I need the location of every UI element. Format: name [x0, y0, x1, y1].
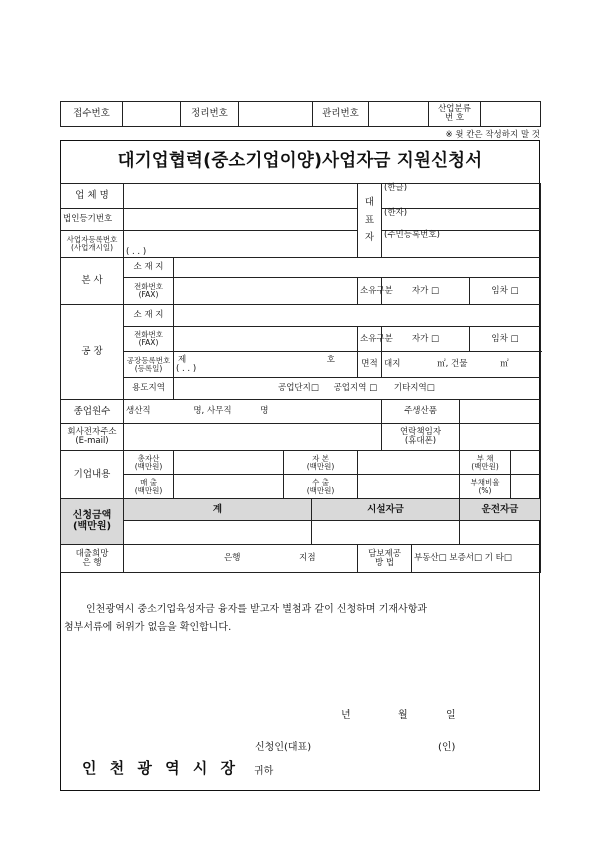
- liabilities-label: [460, 451, 511, 475]
- other-checkbox[interactable]: 기 타□: [484, 553, 512, 564]
- liabilities-line2: (백만원): [471, 461, 499, 471]
- collateral-options[interactable]: [412, 545, 541, 573]
- manage-no-label: 관리번호: [313, 102, 369, 127]
- factory-land-unit: ㎡, 건물: [437, 359, 468, 370]
- head-office-phone-label: [124, 278, 174, 305]
- guarantee-checkbox[interactable]: 보증서□: [449, 553, 483, 564]
- export-line2: (백만원): [306, 485, 335, 495]
- factory-land-label: 대지: [384, 359, 401, 370]
- request-amount-line2: (백만원): [72, 520, 112, 532]
- applicant-label: 신청인(대표): [255, 742, 312, 753]
- total-assets-label: [124, 451, 174, 475]
- debt-ratio-line2: (%): [478, 485, 492, 495]
- collateral-line1: 담보제공: [368, 548, 401, 559]
- main-product-label: 주생산품: [382, 400, 460, 424]
- factory-zone-label: 용도지역: [124, 378, 174, 400]
- employees-production: 생산직: [126, 406, 151, 417]
- arrange-no-label: 정리번호: [181, 102, 239, 127]
- total-assets-field[interactable]: [174, 451, 284, 475]
- industry-class-label: [429, 102, 481, 127]
- sales-line1: 매 출: [140, 477, 157, 487]
- receipt-table: [60, 101, 541, 127]
- date-day: 일: [446, 710, 456, 721]
- bank-field[interactable]: [124, 545, 358, 573]
- liabilities-line1: 부 채: [476, 453, 494, 463]
- head-office-ownership-label: 소유구분: [358, 278, 382, 305]
- top-note: ※ 윗 칸은 작성하지 말 것: [445, 130, 540, 140]
- rep-korean-name[interactable]: (한글): [382, 184, 541, 209]
- rep-char-3: 자: [364, 232, 375, 244]
- statement-line-2: 첨부서류에 허위가 없음을 확인합니다.: [64, 622, 232, 633]
- request-amount-label: [61, 499, 124, 545]
- request-facility-header: 시설자금: [312, 499, 460, 521]
- industry-class-line1: 산업분류: [438, 104, 471, 115]
- total-assets-line2: (백만원): [134, 461, 163, 471]
- employees-field[interactable]: [124, 400, 382, 424]
- head-office-label: 본 사: [61, 258, 124, 305]
- collateral-line2: 방 법: [374, 557, 395, 568]
- biz-content-label: 기업내용: [61, 451, 124, 499]
- email-label: [61, 424, 124, 451]
- export-label: [284, 475, 358, 499]
- real-estate-checkbox[interactable]: 부동산□: [414, 553, 447, 564]
- main-product-field[interactable]: [460, 400, 541, 424]
- request-facility-field[interactable]: [312, 521, 460, 545]
- head-office-fax-line2: (FAX): [138, 290, 159, 299]
- email-field[interactable]: [124, 424, 382, 451]
- receipt-no-value[interactable]: [123, 102, 181, 127]
- factory-reg-line1: 공장등록번호: [126, 355, 171, 365]
- employees-label: 종업원수: [61, 400, 124, 424]
- main-form-table: [60, 183, 541, 573]
- addressee: 인 천 광 역 시 장: [82, 759, 240, 777]
- request-total-field[interactable]: [124, 521, 312, 545]
- rep-id-number[interactable]: (주민등록번호): [382, 231, 541, 258]
- factory-area-field[interactable]: [382, 352, 541, 378]
- date-month: 월: [398, 710, 408, 721]
- rep-hanja-name[interactable]: (한자): [382, 209, 541, 231]
- company-name-label: 업 체 명: [61, 184, 124, 209]
- collateral-label: [358, 545, 412, 573]
- employees-office: 명, 사무직: [193, 406, 232, 417]
- export-field[interactable]: [358, 475, 460, 499]
- bank-label-line2: 은 행: [82, 557, 102, 568]
- email-label-line1: 회사전자주소: [67, 427, 117, 438]
- sales-line2: (백만원): [134, 485, 163, 495]
- factory-address-field[interactable]: [174, 305, 541, 327]
- factory-reg-suffix: 호: [326, 354, 335, 365]
- biz-reg-label-line1: 사업자등록번호: [66, 235, 118, 245]
- email-label-line2: (E-mail): [75, 436, 109, 446]
- industry-class-line2: 번 호: [444, 113, 465, 123]
- factory-reg-field[interactable]: [174, 352, 358, 378]
- head-office-phone-line1: 전화번호: [134, 282, 163, 292]
- company-name-field[interactable]: [124, 184, 358, 209]
- debt-ratio-field[interactable]: [511, 475, 541, 499]
- head-office-own-checkbox[interactable]: 자가 □: [382, 278, 470, 305]
- factory-fax-line2: (FAX): [138, 338, 159, 347]
- contact-label-line2: (휴대폰): [404, 436, 437, 446]
- bank-label-line1: 대출희망: [75, 548, 109, 559]
- capital-line2: (백만원): [306, 461, 335, 471]
- factory-phone-line1: 전화번호: [134, 330, 163, 340]
- head-office-rent-checkbox[interactable]: 임차 □: [470, 278, 541, 305]
- request-total-header: 계: [124, 499, 312, 521]
- request-operating-field[interactable]: [460, 521, 541, 545]
- factory-reg-line2: (등록일): [134, 363, 163, 373]
- manage-no-value[interactable]: [369, 102, 429, 127]
- industry-class-value[interactable]: [481, 102, 541, 127]
- form-title: 대기업협력(중소기업이양)사업자금 지원신청서: [117, 151, 483, 171]
- liabilities-field[interactable]: [511, 451, 541, 475]
- corp-reg-label: 법인등기번호: [61, 209, 124, 231]
- sales-field[interactable]: [174, 475, 284, 499]
- debt-ratio-label: [460, 475, 511, 499]
- contact-label: [382, 424, 460, 451]
- debt-ratio-line1: 부채비율: [470, 477, 500, 487]
- factory-reg-prefix: 제: [178, 354, 187, 365]
- factory-rent-checkbox[interactable]: 임차 □: [470, 327, 541, 352]
- bank-unit: 은행: [224, 553, 241, 564]
- biz-reg-label: [61, 231, 124, 258]
- biz-reg-label-line2: (사업개시일): [70, 243, 114, 252]
- date-year: 년: [341, 710, 351, 721]
- head-office-address-field[interactable]: [174, 258, 541, 278]
- branch-unit: 지점: [299, 553, 316, 564]
- zone-other-checkbox[interactable]: 기타지역□: [393, 383, 435, 394]
- factory-zone-field[interactable]: [174, 378, 541, 400]
- export-line1: 수 출: [312, 477, 329, 487]
- corp-reg-field[interactable]: [124, 209, 358, 231]
- factory-phone-label: [124, 327, 174, 352]
- statement-line-1: 인천광역시 중소기업육성자금 융자를 받고자 별첨과 같이 신청하며 기재사항과: [86, 604, 428, 615]
- capital-field[interactable]: [358, 451, 460, 475]
- contact-field[interactable]: [460, 424, 541, 451]
- capital-line1: 자 본: [312, 453, 329, 463]
- honorific: 귀하: [254, 766, 274, 777]
- rep-char-2: 표: [364, 214, 375, 226]
- zone-industrial-checkbox[interactable]: 공업지역 □: [333, 383, 378, 394]
- zone-industrial-complex-checkbox[interactable]: 공업단지□: [278, 383, 319, 394]
- biz-reg-field[interactable]: ( . . ): [124, 231, 358, 258]
- contact-label-line1: 연락책임자: [399, 427, 442, 438]
- factory-address-label: 소 재 지: [124, 305, 174, 327]
- bank-label: [61, 545, 124, 573]
- head-office-address-label: 소 재 지: [124, 258, 174, 278]
- factory-own-checkbox[interactable]: 자가 □: [382, 327, 470, 352]
- head-office-phone-field[interactable]: [174, 278, 358, 305]
- factory-bldg-unit: ㎡: [500, 359, 509, 370]
- representative-label: [358, 184, 382, 258]
- factory-phone-field[interactable]: [174, 327, 358, 352]
- employees-unit: 명: [260, 406, 269, 417]
- seal-mark: (인): [438, 742, 456, 753]
- receipt-no-label: 접수번호: [61, 102, 123, 127]
- factory-reg-label: [124, 352, 174, 378]
- factory-area-label: 면적: [358, 352, 382, 378]
- arrange-no-value[interactable]: [239, 102, 313, 127]
- rep-char-1: 대: [364, 196, 375, 208]
- request-operating-header: 운전자금: [460, 499, 541, 521]
- total-assets-line1: 총자산: [137, 453, 160, 463]
- factory-ownership-label: 소유구분: [358, 327, 382, 352]
- factory-reg-date-paren: ( . . ): [176, 363, 197, 374]
- factory-label: 공 장: [61, 305, 124, 400]
- capital-label: [284, 451, 358, 475]
- sales-label: [124, 475, 174, 499]
- request-amount-line1: 신청금액: [72, 510, 112, 521]
